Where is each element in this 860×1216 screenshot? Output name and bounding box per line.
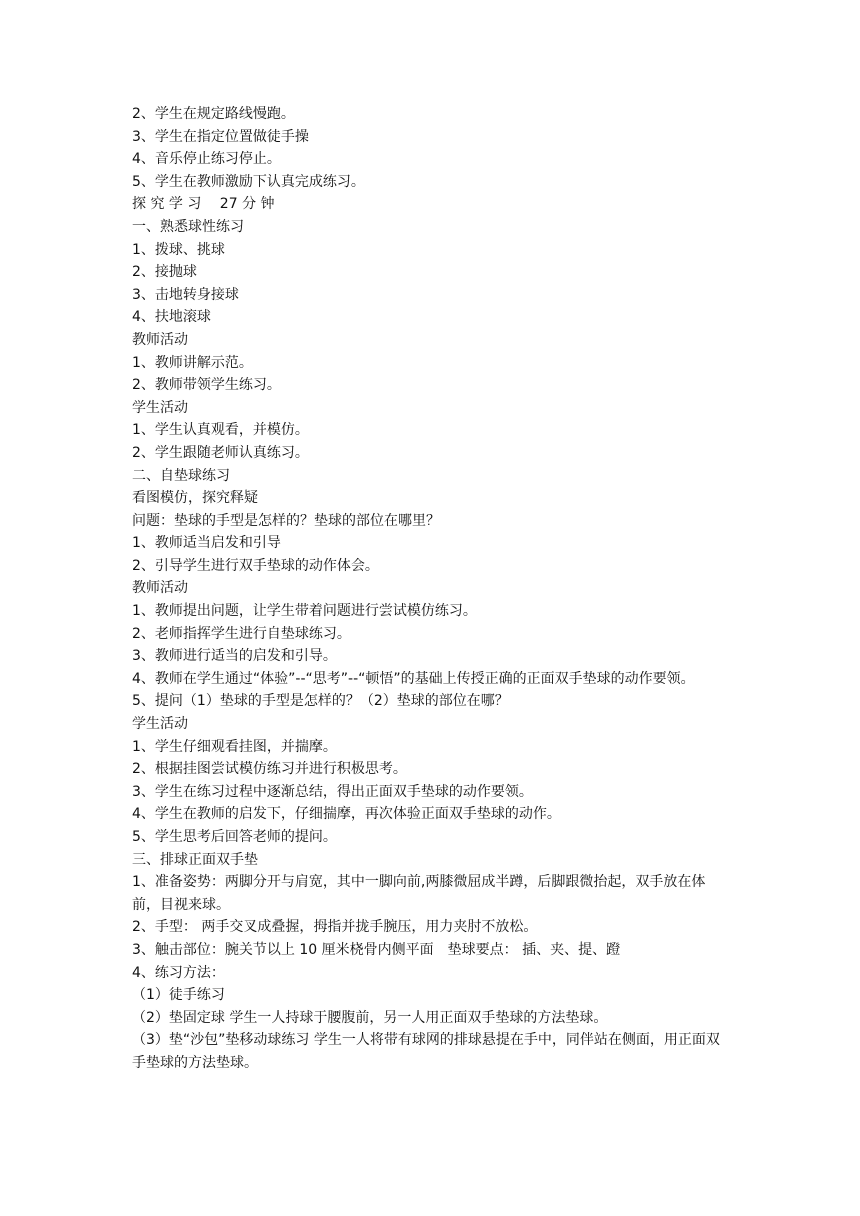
section-heading: 探 究 学 习 27 分 钟 — [132, 196, 275, 213]
text-line: 2、学生在规定路线慢跑。 — [132, 106, 295, 122]
section-heading: 一、熟悉球性练习 — [132, 218, 244, 235]
text-line: 2、接抛球 — [132, 264, 197, 281]
subheading: 教师活动 — [132, 331, 188, 348]
text-line: 5、学生思考后回答老师的提问。 — [132, 829, 337, 845]
text-line: 2、学生跟随老师认真练习。 — [132, 444, 309, 461]
text-line: 1、拨球、挑球 — [132, 241, 225, 258]
text-line: 1、教师提出问题，让学生带着问题进行尝试模仿练习。 — [132, 603, 477, 620]
text-line: 2、引导学生进行双手垫球的动作体会。 — [132, 557, 379, 574]
text-line: 4、扶地滚球 — [132, 309, 211, 326]
text-line: 4、学生在教师的启发下，仔细揣摩，再次体验正面双手垫球的动作。 — [132, 806, 561, 823]
text-line: （3）垫“沙包”垫移动球练习 学生一人将带有球网的排球悬提在手中，同伴站在侧面，用正面双手垫球的方法垫球。 — [132, 1032, 720, 1071]
text-line: 1、学生认真观看，并模仿。 — [132, 422, 309, 439]
text-line: 看图模仿，探究释疑 — [132, 490, 258, 507]
section-heading: 二、自垫球练习 — [132, 467, 230, 484]
text-line: 3、学生在指定位置做徒手操 — [132, 128, 309, 145]
section-heading: 三、排球正面双手垫 — [132, 851, 258, 868]
text-line: 1、准备姿势：两脚分开与肩宽，其中一脚向前,两膝微屈成半蹲，后脚跟微抬起，双手放在体前，目视来球。 — [132, 874, 706, 913]
text-line: 3、教师进行适当的启发和引导。 — [132, 648, 337, 665]
text-line: 1、教师适当启发和引导 — [132, 535, 281, 552]
text-line: 2、根据挂图尝试模仿练习并进行积极思考。 — [132, 761, 407, 778]
text-line: 3、击地转身接球 — [132, 286, 239, 303]
text-line: （2）垫固定球 学生一人持球于腰腹前，另一人用正面双手垫球的方法垫球。 — [132, 1009, 608, 1026]
subheading: 教师活动 — [132, 580, 188, 597]
document-body — [132, 103, 732, 1075]
subheading: 学生活动 — [132, 716, 188, 733]
text-line: 4、教师在学生通过“体验”--“思考”--“顿悟”的基础上传授正确的正面双手垫球的动作要领。 — [132, 670, 695, 687]
text-line: 2、手型： 两手交叉成叠握，拇指并拢手腕压，用力夹肘不放松。 — [132, 919, 538, 936]
text-line: 1、教师讲解示范。 — [132, 354, 253, 371]
text-line: 3、学生在练习过程中逐渐总结，得出正面双手垫球的动作要领。 — [132, 783, 533, 800]
text-line: 4、音乐停止练习停止。 — [132, 151, 281, 168]
text-line: 1、学生仔细观看挂图，并揣摩。 — [132, 738, 337, 755]
text-line: 2、教师带领学生练习。 — [132, 377, 281, 394]
text-line: 3、触击部位：腕关节以上 10 厘米桡骨内侧平面 垫球要点： 插、夹、提、蹬 — [132, 941, 621, 958]
text-line: （1）徒手练习 — [132, 987, 225, 1004]
text-line: 5、学生在教师激励下认真完成练习。 — [132, 173, 365, 190]
text-line: 问题：垫球的手型是怎样的？垫球的部位在哪里？ — [132, 512, 440, 529]
text-line: 5、提问（1）垫球的手型是怎样的？（2）垫球的部位在哪？ — [132, 693, 509, 710]
text-line: 2、老师指挥学生进行自垫球练习。 — [132, 625, 351, 642]
text-line: 4、练习方法： — [132, 964, 225, 981]
subheading: 学生活动 — [132, 399, 188, 416]
